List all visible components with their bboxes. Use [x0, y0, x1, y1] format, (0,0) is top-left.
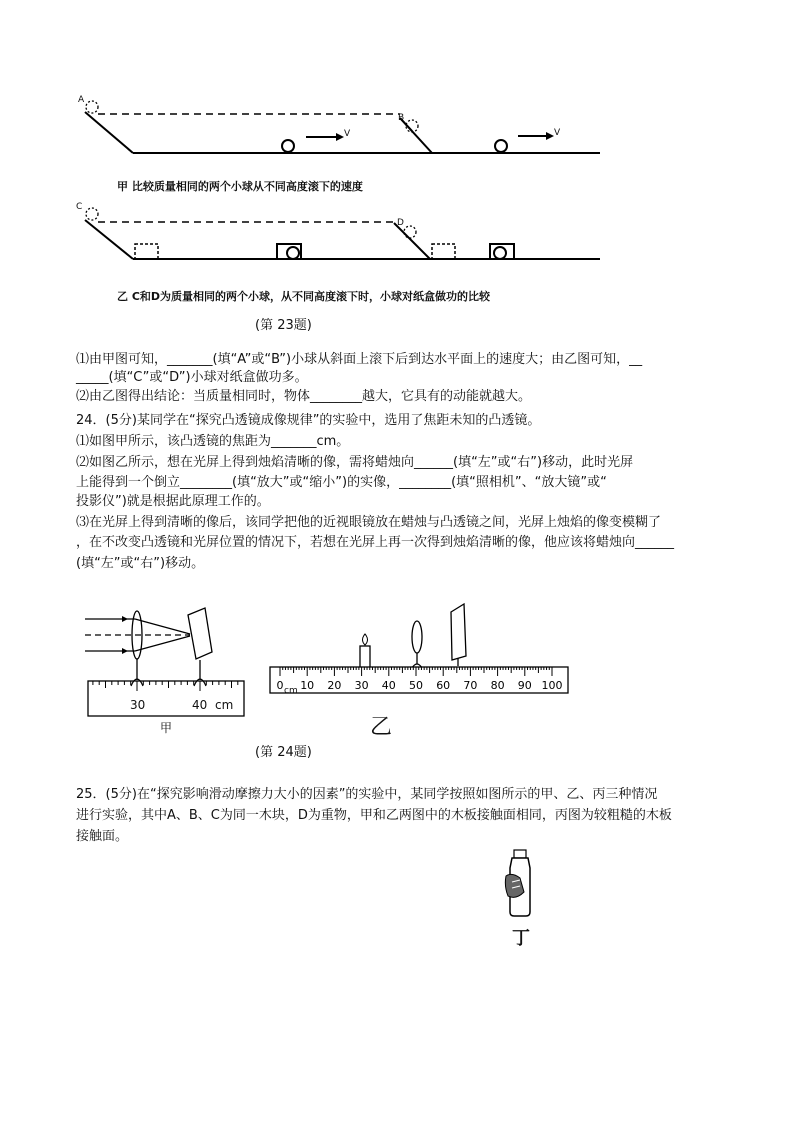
yi-tick-label: 70	[463, 679, 478, 692]
figure-24-title: (第 24题)	[255, 745, 312, 760]
label-c: C	[76, 202, 83, 212]
yi-tick-label: 0	[276, 679, 284, 692]
caption-yi: 乙 C和D为质量相同的两个小球，从不同高度滚下时，小球对纸盒做功的比较	[117, 290, 491, 303]
q23-line2: _____(填“C”或“D”)小球对纸盒做功多。	[76, 370, 308, 385]
yi-tick-label: 30	[354, 679, 369, 692]
figure-23-title: (第 23题)	[255, 318, 312, 333]
ding-label: 丁	[512, 928, 530, 949]
yi-tick-label: 100	[541, 679, 563, 692]
yi-tick-label: 10	[300, 679, 315, 692]
jia-tick-30: 30	[130, 698, 146, 712]
velocity-label-1: V	[344, 129, 351, 139]
yi-tick-label: 80	[490, 679, 505, 692]
jia-tick-40: 40	[192, 698, 208, 712]
label-a: A	[78, 95, 85, 105]
q24-intro: 24．(5分)某同学在“探究凸透镜成像规律”的实验中，选用了焦距未知的凸透镜。	[76, 413, 541, 428]
q24-part1: ⑴如图甲所示，该凸透镜的焦距为_______cm。	[76, 434, 350, 449]
q24-part2-line1: ⑵如图乙所示，想在光屏上得到烛焰清晰的像，需将蜡烛向______(填“左”或“右”)移动，此时光屏	[76, 455, 634, 470]
yi-unit: cm	[284, 686, 298, 696]
q25-line3: 接触面。	[76, 829, 129, 844]
yi-tick-label: 90	[517, 679, 532, 692]
yi-label: 乙	[370, 715, 393, 740]
label-d: D	[397, 218, 404, 228]
q24-part3-line3: (填“左”或“右”)移动。	[76, 556, 205, 571]
jia-unit: cm	[215, 698, 234, 712]
jia-label: 甲	[160, 721, 173, 735]
q24-part2-line3: 投影仪”)就是根据此原理工作的。	[76, 494, 270, 509]
yi-tick-label: 40	[381, 679, 396, 692]
velocity-label-2: V	[554, 128, 561, 138]
q24-part3-line2: ，在不改变凸透镜和光屏位置的情况下，若想在光屏上再一次得到烛焰清晰的像，他应该将蜡烛向______	[76, 535, 675, 550]
q25-line2: 进行实验，其中A、B、C为同一木块，D为重物，甲和乙两图中的木板接触面相同，丙图为较粗糙的木板	[76, 808, 672, 823]
q23-line3: ⑵由乙图得出结论：当质量相同时，物体________越大，它具有的动能就越大。	[76, 389, 532, 404]
yi-tick-label: 50	[409, 679, 423, 692]
yi-tick-label: 60	[436, 679, 451, 692]
caption-jia: 甲 比较质量相同的两个小球从不同高度滚下的速度	[117, 180, 363, 193]
yi-tick-label: 20	[327, 679, 342, 692]
q24-part3-line1: ⑶在光屏上得到清晰的像后，该同学把他的近视眼镜放在蜡烛与凸透镜之间，光屏上烛焰的像变模糊了	[76, 515, 662, 530]
label-b: B	[398, 113, 405, 123]
q24-part2-line2: 上能得到一个倒立________(填“放大”或“缩小”)的实像，________(填“照相机”、“放大镜”或“	[76, 475, 607, 490]
q23-line1: ⑴由甲图可知，_______(填“A”或“B”)小球从斜面上滚下后到达水平面上的速度大；由乙图可知，__	[76, 352, 643, 367]
q25-line1: 25．(5分)在“探究影响滑动摩擦力大小的因素”的实验中，某同学按照如图所示的甲、乙、丙三种情况	[76, 787, 658, 802]
